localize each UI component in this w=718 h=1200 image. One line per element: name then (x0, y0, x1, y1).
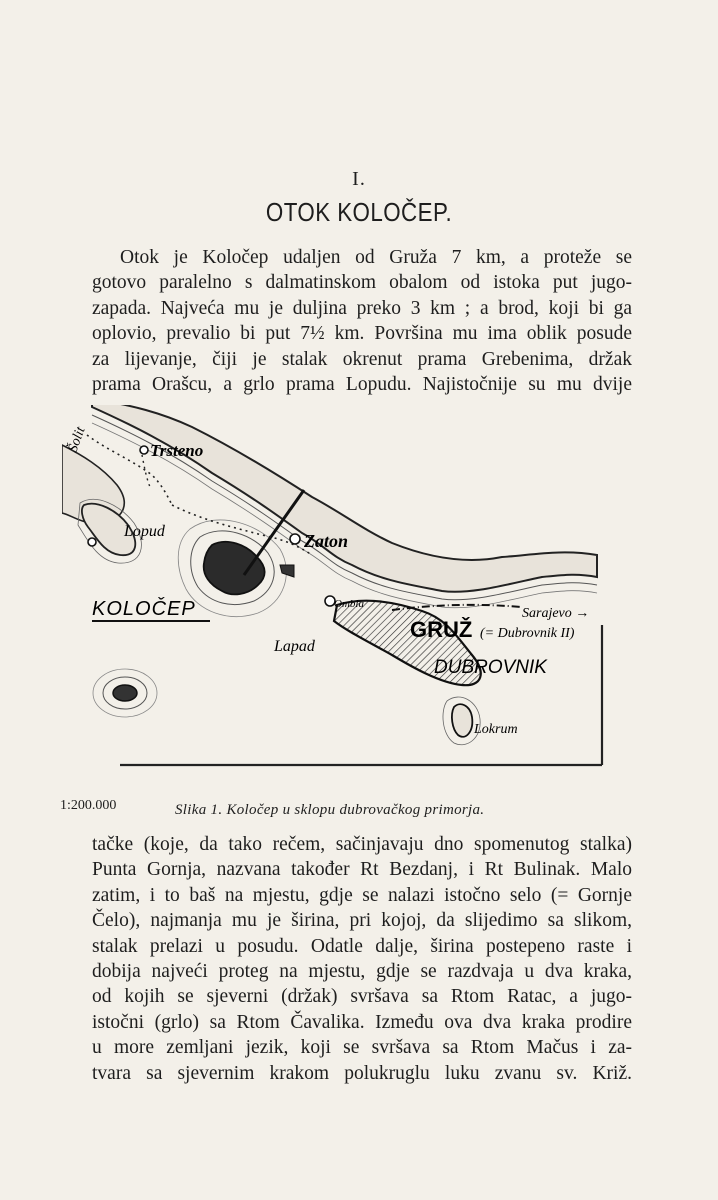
text-line: zatim, i to baš na mjestu, gdje se nalazi istočno selo (= Gornje (92, 884, 632, 906)
text-line: zapada. Najveća mu je duljina preko 3 km ; a brod, koji bi ga (92, 297, 632, 319)
small-island (113, 685, 137, 701)
text-line: Čelo), najmanja mu je širina, pri kojoj, da slijedimo sa slikom, (92, 910, 632, 932)
text-line: tvara sa sjevernim krakom polukruglu luku zvanu sv. Križ. (92, 1062, 632, 1084)
text-line: Punta Gornja, nazvana također Rt Bezdanj, i Rt Bulinak. Malo (92, 859, 632, 881)
text-line: tačke (koje, da tako rečem, sačinjavaju dno spomenutog stalka) (92, 834, 632, 855)
place-marker (290, 534, 300, 544)
figure-caption: Slika 1. Koločep u sklopu dubrovačkog primorja. (175, 802, 485, 818)
text-line: dobija najveći proteg na mjestu, gdje se razdvaja u dva kraka, (92, 961, 632, 983)
place-marker (140, 446, 148, 454)
label-ombla: Ombla (334, 598, 364, 610)
text-line: od kojih se sjeverni (držak) svršava sa Rtom Ratac, a jugo- (92, 986, 632, 1008)
text-line: prama Orašcu, a grlo prama Lopudu. Najistočnije su mu dvije (92, 374, 632, 396)
text-line: istočni (grlo) sa Rtom Čavalika. Između ova dva kraka prodire (92, 1011, 632, 1033)
label-gruz-note: (= Dubrovnik II) (480, 626, 575, 641)
label-sarajevo: Sarajevo → (522, 606, 590, 621)
chapter-number: I. (352, 168, 366, 190)
label-dubrovnik: DUBROVNIK (434, 657, 547, 678)
lokrum-island (452, 704, 472, 737)
body-paragraph (92, 832, 632, 1086)
text-line: Otok je Koločep udaljen od Gruža 7 km, a proteže se (120, 247, 632, 268)
text-line: stalak prelazi u posudu. Odatle dalje, širina postepeno raste i (92, 935, 632, 957)
label-kolocep: KOLOČEP (92, 598, 196, 620)
intro-paragraph (92, 245, 632, 397)
label-gruz: GRUŽ (410, 617, 473, 642)
chapter-title: OTOK KOLOČEP. (265, 197, 453, 227)
label-solit: Šolit (65, 425, 89, 455)
place-marker (88, 538, 96, 546)
mainland-coast (92, 405, 597, 592)
label-lopud: Lopud (124, 523, 165, 540)
label-trsteno: Trsteno (150, 441, 204, 460)
label-lapad: Lapad (274, 638, 315, 655)
map-scale: 1:200.000 (60, 798, 117, 813)
text-line: gotovo paralelno s dalmatinskom obalom od istoka put jugo- (92, 272, 632, 294)
kolocep-island (204, 542, 265, 595)
label-zaton: Zaton (304, 531, 349, 551)
map-figure (62, 405, 607, 775)
text-line: u more zemljani jezik, koji se svršava sa Rtom Mačus i za- (92, 1037, 632, 1059)
label-lokrum: Lokrum (474, 722, 518, 737)
text-line: za lijevanje, čiji je stalak okrenut prama Grebenima, držak (92, 348, 632, 370)
text-line: oplovio, prevalio bi put 7½ km. Površina mu ima oblik posude (92, 323, 632, 345)
